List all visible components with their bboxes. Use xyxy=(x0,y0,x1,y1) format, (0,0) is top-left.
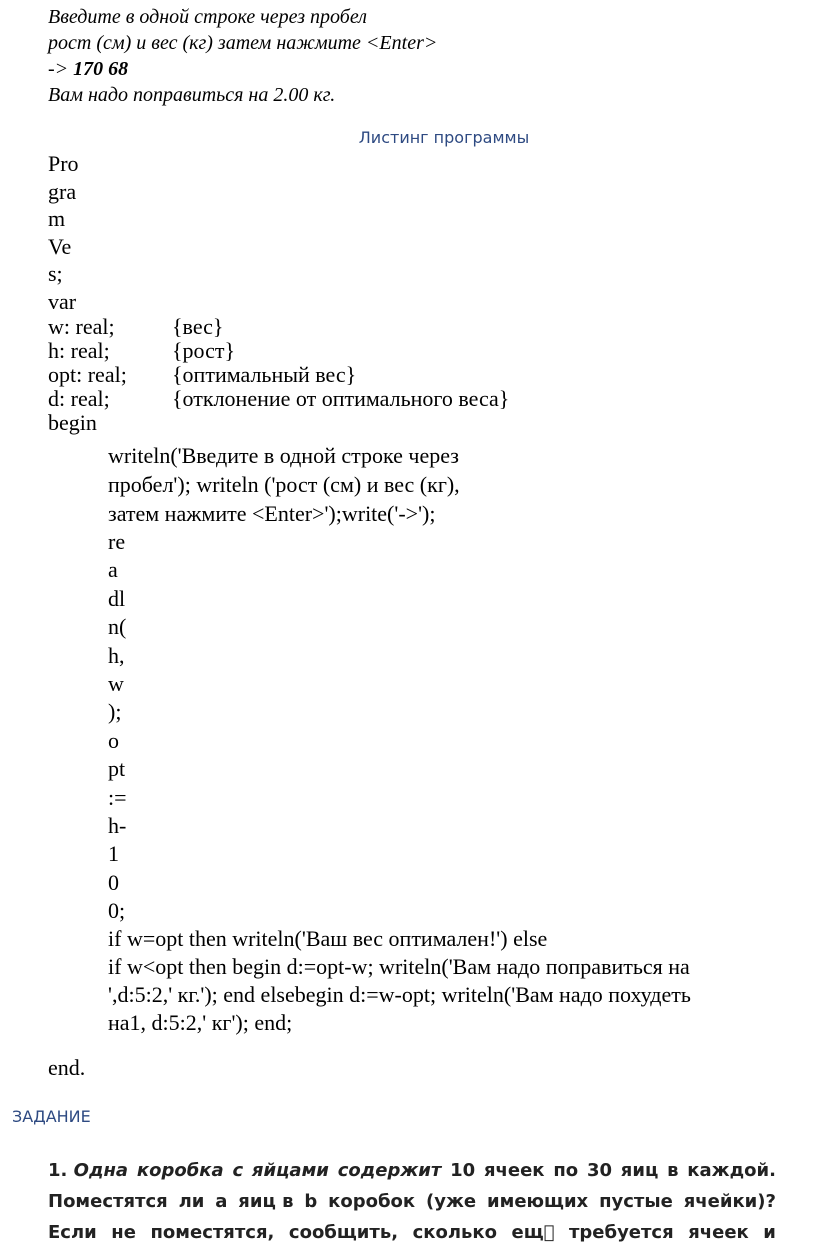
code-line: Pro xyxy=(48,151,79,176)
code-line: re xyxy=(108,529,126,554)
output-example xyxy=(48,4,437,108)
task-word: имеющих xyxy=(487,1191,589,1212)
code-line: var xyxy=(48,288,77,314)
code-line: if w<opt then begin d:=opt-w; writeln('Вам надо поправиться на xyxy=(108,954,690,980)
declaration-d xyxy=(48,386,510,411)
decl-comment: {оптимальный вес} xyxy=(172,362,357,387)
task-number: 1. xyxy=(48,1160,68,1181)
decl-text: h: real; xyxy=(48,338,110,363)
decl-comment: {рост} xyxy=(172,338,236,363)
code-line: if w=opt then writeln('Ваш вес оптимален!') else xyxy=(108,926,548,952)
task-word: ячеек xyxy=(483,1160,545,1181)
task-word: яйцами xyxy=(251,1160,329,1181)
code-begin: begin xyxy=(48,410,97,435)
code-line: dl xyxy=(108,585,126,611)
task-1 xyxy=(48,1155,776,1248)
code-line: a xyxy=(108,557,118,583)
code-listing xyxy=(48,150,510,435)
code-line: writeln('Введите в одной строке через xyxy=(108,443,459,468)
task-word: требуется xyxy=(568,1222,674,1243)
task-word: и xyxy=(763,1222,776,1243)
output-input-line xyxy=(48,56,437,82)
task-word: b xyxy=(304,1191,318,1212)
code-line: 0 xyxy=(108,869,119,895)
code-line: на1, d:5:2,' кг'); end; xyxy=(108,1010,293,1036)
task-word: сообщить, xyxy=(288,1222,399,1243)
code-line: w xyxy=(108,670,124,696)
code-body xyxy=(48,441,691,1037)
task-word: ещ  xyxy=(511,1222,555,1243)
code-line: 0; xyxy=(108,898,126,924)
declaration-h xyxy=(48,338,236,363)
task-word: (уже xyxy=(426,1191,477,1212)
decl-comment: {отклонение от оптимального веса} xyxy=(172,386,510,411)
output-input: 170 68 xyxy=(73,58,129,80)
task-word: а xyxy=(215,1191,228,1212)
task-word: Одна xyxy=(73,1160,129,1181)
code-line: Ve xyxy=(48,233,72,259)
task-word: 30 xyxy=(586,1160,612,1181)
task-word: коробок xyxy=(328,1191,416,1212)
code-line: 1 xyxy=(108,841,119,867)
task-word: яиц xyxy=(620,1160,659,1181)
code-line: o xyxy=(108,727,119,753)
code-line: ',d:5:2,' кг.'); end elsebegin d:=w-opt; writeln('Вам надо похудеть xyxy=(108,982,691,1008)
task-word: Если xyxy=(48,1222,97,1243)
task-word: с xyxy=(232,1160,244,1181)
decl-text: opt: real; xyxy=(48,362,127,387)
code-line: s; xyxy=(48,261,63,286)
task-word xyxy=(48,1155,128,1186)
task-word: ячейки)? xyxy=(683,1191,776,1212)
task-word: ячеек xyxy=(688,1222,749,1243)
code-line: затем нажмите <Enter>');write('->'); xyxy=(108,501,436,526)
task-line-1 xyxy=(48,1155,776,1186)
task-word: в xyxy=(667,1160,679,1181)
task-word: пустые xyxy=(599,1191,673,1212)
decl-text: d: real; xyxy=(48,386,110,411)
task-word: коробка xyxy=(136,1160,224,1181)
declaration-opt xyxy=(48,362,357,387)
code-line: ); xyxy=(108,699,122,725)
output-line-2: рост (см) и вес (кг) затем нажмите <Enter> xyxy=(48,32,438,54)
section-title: ЗАДАНИЕ xyxy=(12,1107,91,1126)
declaration-w xyxy=(48,314,224,339)
code-line: := xyxy=(108,784,127,810)
code-line: пробел'); writeln ('рост (см) и вес (кг), xyxy=(108,472,460,497)
listing-title: Листинг программы xyxy=(358,128,530,147)
code-line: h, xyxy=(108,642,125,668)
code-line: h- xyxy=(108,812,127,838)
task-word: каждой. xyxy=(687,1160,776,1181)
code-line: m xyxy=(48,206,66,231)
output-line-1: Введите в одной строке через пробел xyxy=(48,6,367,28)
task-word: сколько xyxy=(412,1222,497,1243)
output-result: Вам надо поправиться на 2.00 кг. xyxy=(48,84,336,106)
task-word: ли xyxy=(178,1191,205,1212)
decl-comment: {вес} xyxy=(172,314,224,339)
code-line: n( xyxy=(108,614,127,640)
task-word: не xyxy=(111,1222,136,1243)
decl-text: w: real; xyxy=(48,314,115,339)
task-word: Поместятся xyxy=(48,1191,168,1212)
task-line-3 xyxy=(48,1217,776,1248)
code-line: gra xyxy=(48,178,77,204)
task-word: поместятся, xyxy=(150,1222,275,1243)
output-prompt: -> xyxy=(48,58,69,80)
task-line-2 xyxy=(48,1186,776,1217)
task-word: содержит xyxy=(337,1160,442,1181)
code-line: pt xyxy=(108,756,126,782)
task-word: по xyxy=(553,1160,579,1181)
task-word: яиц в xyxy=(238,1191,294,1212)
task-word: 10 xyxy=(450,1160,476,1181)
code-end: end. xyxy=(48,1055,86,1080)
